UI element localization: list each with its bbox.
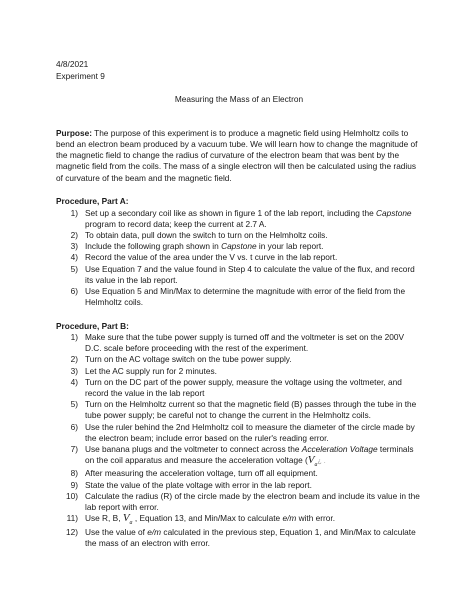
step-post: program to record data; keep the current at 2.7 A. bbox=[85, 218, 267, 229]
step-number: 7 ) bbox=[56, 444, 78, 455]
step-text: Let the AC supply run for 2 minutes. bbox=[85, 365, 217, 376]
step-number: 1 ) bbox=[56, 208, 78, 219]
step-number: 6 ) bbox=[56, 286, 78, 297]
step-text: To obtain data, pull down the switch to turn on the Helmholtz coils. bbox=[85, 229, 328, 240]
procedure-a-list bbox=[56, 208, 422, 309]
procedure-b-step bbox=[56, 468, 422, 479]
step-text: Turn on the Helmholtz current so that the magnetic field (B) passes through the tube in the tube power supply; be careful not to change the current in the Helmholtz coils. bbox=[85, 399, 417, 421]
step-sub: a bbox=[129, 520, 133, 527]
step-text: Turn on the AC voltage switch on the tube power supply. bbox=[85, 354, 292, 365]
procedure-b-list bbox=[56, 332, 422, 549]
document-header bbox=[56, 59, 422, 83]
step-text bbox=[85, 444, 414, 469]
step-em: Acceleration Voltage bbox=[301, 444, 378, 455]
step-text: State the value of the plate voltage with error in the lab report. bbox=[85, 479, 312, 490]
document-title: Measuring the Mass of an Electron bbox=[174, 93, 304, 104]
step-text: After measuring the acceleration voltage, turn off all equipment. bbox=[85, 468, 318, 479]
date: 4/8/2021 bbox=[56, 59, 89, 69]
step-text bbox=[85, 527, 416, 548]
step-post: calculated in the previous step, Equation 1, and Min/Max to calculate the mass of an electron with error. bbox=[85, 526, 416, 548]
procedure-a-step bbox=[56, 230, 422, 241]
step-number: 6 ) bbox=[56, 422, 78, 433]
step-post: , Equation 13, and Min/Max to calculate bbox=[132, 513, 283, 524]
purpose-text: The purpose of this experiment is to produce a magnetic field using Helmholtz coils to bend an electron beam produced by a vacuum tube. We will learn how to change the magnitude of the magnetic field to change the radius of curvature of the electron beam that was bent by the magnetic field from the coils. The mass of a single electron will then be calculated using the radius of curvature of the beam and the magnetic field. bbox=[56, 127, 418, 183]
step-post: terminals on the coil apparatus and measure the acceleration voltage ( bbox=[85, 444, 414, 466]
purpose-paragraph bbox=[56, 128, 422, 184]
procedure-a-step bbox=[56, 252, 422, 263]
procedure-a-step bbox=[56, 264, 422, 286]
step-text bbox=[85, 286, 405, 307]
step-text bbox=[85, 491, 420, 512]
step-text bbox=[85, 354, 292, 364]
step-number: 2 ) bbox=[56, 354, 78, 365]
step-em: e/m bbox=[147, 526, 162, 537]
step-text bbox=[85, 332, 404, 353]
experiment-number: Experiment 9 bbox=[56, 70, 105, 81]
procedure-a-step bbox=[56, 241, 422, 252]
step-number: 12 ) bbox=[56, 527, 78, 538]
procedure-b-heading: Procedure, Part B: bbox=[56, 320, 129, 331]
step-text: Record the value of the area under the V vs. t curve in the lab report. bbox=[85, 252, 338, 263]
step-text bbox=[85, 208, 412, 229]
step-tail: ¿ . bbox=[317, 458, 326, 466]
procedure-b-step bbox=[56, 513, 422, 526]
purpose-label: Purpose: bbox=[56, 127, 92, 138]
step-text bbox=[85, 422, 415, 443]
step-number: 2 ) bbox=[56, 230, 78, 241]
step-number: 5 ) bbox=[56, 399, 78, 410]
step-text bbox=[85, 366, 217, 376]
step-number: 8 ) bbox=[56, 468, 78, 479]
procedure-a-step bbox=[56, 208, 422, 230]
procedure-b-step bbox=[56, 422, 422, 444]
step-number: 11 ) bbox=[56, 513, 78, 524]
step-text: Turn on the DC part of the power supply, measure the voltage using the voltmeter, and record the value in the lab report bbox=[85, 376, 402, 399]
step-text: Use the ruler behind the 2nd Helmholtz coil to measure the diameter of the circle made by the electron beam; include error based on the ruler's reading error. bbox=[85, 421, 415, 443]
step-text bbox=[85, 241, 323, 251]
step-number: 5 ) bbox=[56, 264, 78, 275]
step-pre: Use the value of bbox=[85, 526, 148, 537]
step-number: 10 ) bbox=[56, 491, 78, 502]
step-text bbox=[85, 252, 337, 262]
step-number: 4 ) bbox=[56, 377, 78, 388]
step-sym: V bbox=[122, 512, 130, 525]
procedure-b-step bbox=[56, 480, 422, 491]
step-post: in your lab report. bbox=[256, 241, 324, 252]
step-pre: Use R, B, bbox=[85, 513, 123, 524]
procedure-b-step bbox=[56, 332, 422, 354]
step-sub: a bbox=[314, 462, 318, 469]
step-text: Use Equation 5 and Min/Max to determine the magnitude with error of the field from the Helmholtz coils. bbox=[85, 285, 406, 308]
step-number: 9 ) bbox=[56, 480, 78, 491]
step-text bbox=[85, 377, 402, 398]
procedure-a-step bbox=[56, 286, 422, 308]
step-pre: Use banana plugs and the voltmeter to connect across the bbox=[85, 444, 302, 455]
procedure-b-step bbox=[56, 366, 422, 377]
step-text bbox=[85, 230, 328, 240]
step-text bbox=[85, 264, 415, 285]
step-number: 1 ) bbox=[56, 332, 78, 343]
step-tail: with error. bbox=[296, 513, 336, 524]
step-em: e/m bbox=[282, 513, 297, 524]
procedure-b-step bbox=[56, 399, 422, 421]
step-sym: V bbox=[307, 454, 315, 467]
step-text bbox=[85, 468, 318, 478]
step-text bbox=[85, 399, 416, 420]
step-text bbox=[85, 512, 336, 527]
procedure-b-step bbox=[56, 444, 422, 468]
procedure-b-step bbox=[56, 491, 422, 513]
step-text: Use Equation 7 and the value found in Step 4 to calculate the value of the flux, and record its value in the lab report. bbox=[85, 263, 415, 285]
step-text bbox=[85, 480, 312, 490]
step-em: Capstone bbox=[376, 207, 412, 218]
procedure-b-step bbox=[56, 377, 422, 399]
step-number: 4 ) bbox=[56, 252, 78, 263]
step-text: Calculate the radius (R) of the circle made by the electron beam and include its value in the lab report with error. bbox=[85, 490, 420, 513]
step-em: Capstone bbox=[221, 241, 257, 252]
step-pre: Include the following graph shown in bbox=[85, 241, 222, 252]
step-text: Make sure that the tube power supply is turned off and the voltmeter is set on the 200V D.C. scale before proceeding with the rest of the experiment. bbox=[85, 332, 405, 354]
step-pre: Set up a secondary coil like as shown in figure 1 of the lab report, including the bbox=[85, 207, 377, 218]
step-number: 3 ) bbox=[56, 366, 78, 377]
procedure-b-step bbox=[56, 527, 422, 549]
procedure-b-step bbox=[56, 354, 422, 365]
procedure-a-heading: Procedure, Part A: bbox=[56, 196, 129, 207]
step-number: 3 ) bbox=[56, 241, 78, 252]
